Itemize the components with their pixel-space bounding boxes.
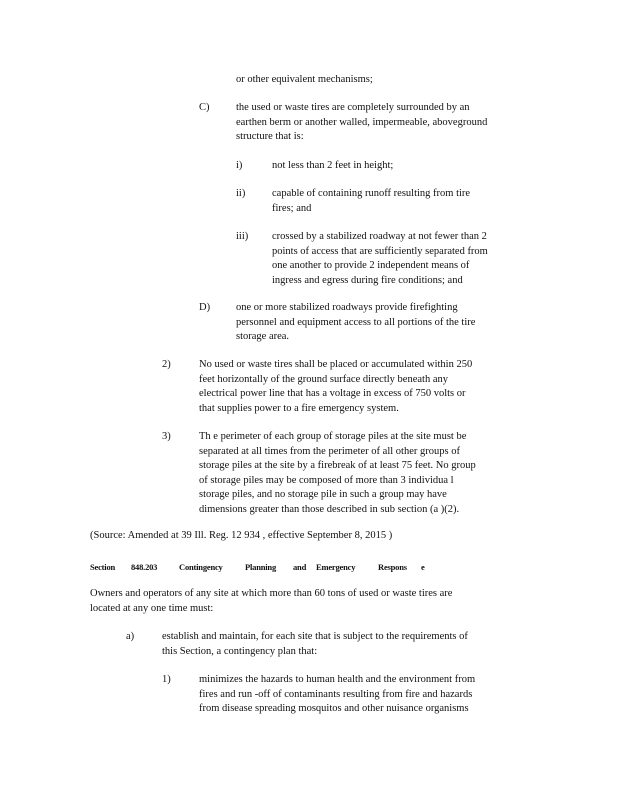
item-ii-text: capable of containing runoff resulting from tire fires; and	[272, 188, 471, 214]
item-d-label: D)	[199, 302, 211, 313]
section-title-word-5: Respons	[378, 562, 407, 572]
item-iii-label: iii)	[236, 231, 249, 242]
item-3-label: 3)	[162, 431, 171, 442]
section-title-word-1: Contingency	[179, 562, 223, 572]
item-d-text: one or more stabilized roadways provide firefighting personnel and equipment access to all portions of the tire storage area.	[236, 302, 476, 343]
section-title-word-2: Planning	[245, 562, 276, 572]
item-c-text: the used or waste tires are completely surrounded by an earthen berm or another walled, impermeable, aboveground structure that is:	[236, 102, 488, 143]
item-iii-text: crossed by a stabilized roadway at not fewer than 2 points of access that are sufficiently separated from one another to provide 2 independent means of ingress and egress during fire conditions; and	[272, 231, 488, 286]
section-number: 848.203	[131, 562, 158, 572]
section-heading	[0, 560, 618, 574]
item-3-text: Th e perimeter of each group of storage piles at the site must be separated at all times from the perimeter of all other groups of storage piles at the site by a firebreak of at least 75 feet. No group of storage piles may be composed of more than 3 individua l storage piles, and no storage pile in such a group may have dimensions greater than those described in sub section (a )(2).	[199, 431, 476, 515]
item-c-label: C)	[199, 102, 210, 113]
source-note: (Source: Amended at 39 Ill. Reg. 12 934 , effective September 8, 2015 )	[90, 530, 393, 541]
item-i-label: i)	[236, 160, 243, 171]
section-title-word-4: Emergency	[316, 562, 356, 572]
section-title-word-3: and	[293, 562, 307, 572]
item-2-label: 2)	[162, 359, 171, 370]
section-label: Section	[90, 562, 116, 572]
sub-a-text: establish and maintain, for each site that is subject to the requirements of this Section, a contingency plan that:	[162, 631, 468, 657]
item-2-text: No used or waste tires shall be placed or accumulated within 250 feet horizontally of the ground surface directly beneath any electrical power line that has a voltage in excess of 750 volts or that supplies power to a fire emergency system.	[199, 359, 473, 414]
sub-1-label: 1)	[162, 674, 171, 685]
item-b-continuation: or other equivalent mechanisms;	[236, 74, 373, 85]
section-title-word-6: e	[421, 562, 425, 572]
sub-a-label: a)	[126, 631, 135, 642]
item-i-text: not less than 2 feet in height;	[272, 160, 394, 171]
sub-1-text: minimizes the hazards to human health and the environment from fires and run -off of contaminants resulting from fire and hazards from disease spreading mosquitos and other nuisance organisms	[199, 674, 476, 715]
intro-paragraph: Owners and operators of any site at which more than 60 tons of used or waste tires are located at any one time must:	[90, 588, 453, 614]
item-ii-label: ii)	[236, 188, 246, 199]
